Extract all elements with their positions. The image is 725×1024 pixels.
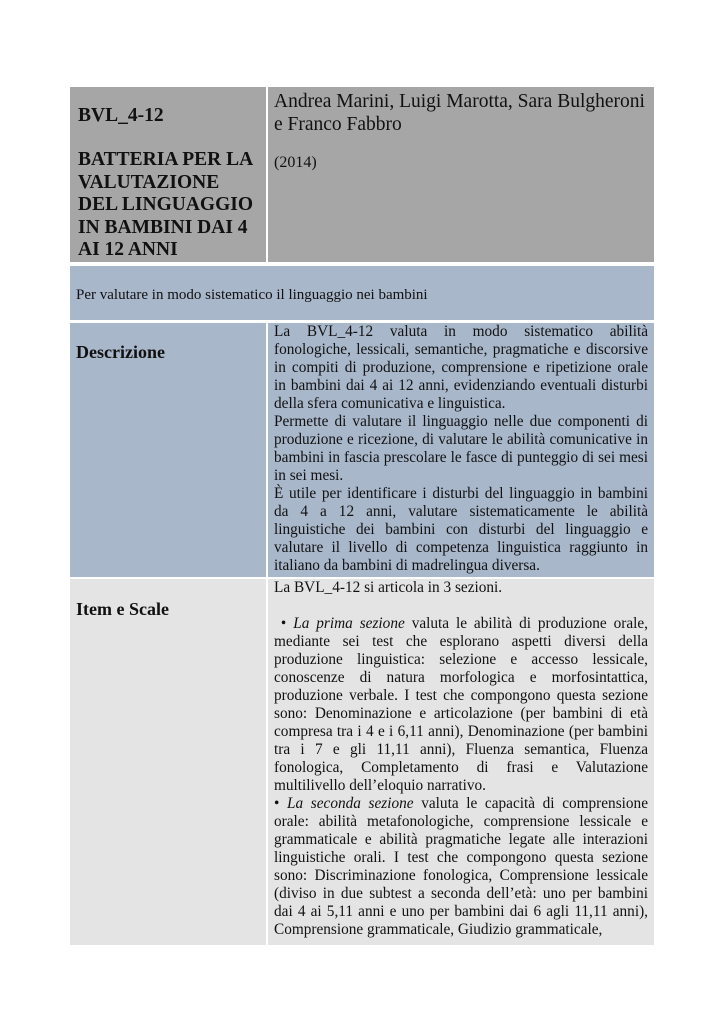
bullet-glyph: • bbox=[280, 615, 287, 632]
section-paragraph bbox=[274, 795, 648, 939]
purpose-row bbox=[70, 266, 654, 320]
header-authors-cell bbox=[268, 87, 654, 262]
section-name: La prima sezione bbox=[293, 615, 405, 632]
section-name: La seconda sezione bbox=[287, 795, 414, 812]
descrizione-paragraph: Permette di valutare il linguaggio nelle due componenti di produzione e ricezione, di valutare le abilità comunicative in bambini in fascia prescolare le fasce di punteggio di sei mesi in sei mesi. bbox=[274, 413, 648, 484]
document-code: BVL_4-12 bbox=[78, 105, 164, 126]
document-title: BATTERIA PER LA VALUTAZIONE DEL LINGUAGGIO IN BAMBINI DAI 4 AI 12 ANNI bbox=[78, 149, 253, 261]
items-intro: La BVL_4-12 si articola in 3 sezioni. bbox=[274, 579, 503, 596]
items-label-cell bbox=[70, 579, 266, 945]
header-code-cell bbox=[70, 87, 266, 262]
purpose-text: Per valutare in modo sistematico il linguaggio nei bambini bbox=[76, 287, 428, 303]
authors: Andrea Marini, Luigi Marotta, Sara Bulgheroni e Franco Fabbro bbox=[274, 91, 645, 135]
items-text-cell bbox=[268, 579, 654, 945]
descrizione-label-cell bbox=[70, 323, 266, 577]
section-text: valuta le capacità di comprensione orale: abilità metafonologiche, comprensione lessicale e grammaticale e abilità pragmatiche legate alle interazioni linguistiche orali. I test che compongono questa sezione sono: Discriminazione fonologica, Comprensione lessicale (diviso in due subtest a seconda dell’età: uno per bambini dai 4 ai 5,11 anni e uno per bambini dai 6 agli 11,11 anni), Comprensione grammaticale, Giudizio grammaticale, bbox=[274, 795, 648, 938]
descrizione-label: Descrizione bbox=[76, 342, 165, 362]
publication-year: (2014) bbox=[274, 154, 317, 171]
section-paragraph bbox=[274, 615, 648, 795]
spacer bbox=[274, 597, 648, 615]
descrizione-paragraph: La BVL_4-12 valuta in modo sistematico abilità fonologiche, lessicali, semantiche, pragmatiche e discorsive in compiti di produzione, comprensione e ripetizione orale in bambini dai 4 ai 12 anni, evidenziando eventuali disturbi della sfera comunicativa e linguistica. bbox=[274, 323, 648, 412]
section-text: valuta le abilità di produzione orale, mediante sei test che esplorano aspetti diversi della produzione linguistica: selezione e accesso lessicale, conoscenze di natura morfologica e morfosintattica, produzione verbale. I test che compongono questa sezione sono: Denominazione e articolazione (per bambini di età compresa tra i 4 e i 6,11 anni), Denominazione (per bambini tra i 7 e gli 11,11 anni), Fluenza semantica, Fluenza fonologica, Completamento di frasi e Valutazione multilivello dell’eloquio narrativo. bbox=[274, 615, 649, 794]
descrizione-paragraph: È utile per identificare i disturbi del linguaggio in bambini da 4 a 12 anni, valutare sistematicamente le abilità linguistiche dei bambini con disturbi del linguaggio e valutare il livello di competenza linguistica raggiunto in italiano da bambini di madrelingua diversa. bbox=[274, 485, 648, 574]
bullet-glyph: • bbox=[274, 795, 280, 812]
descrizione-text-cell bbox=[268, 323, 654, 577]
items-label: Item e Scale bbox=[76, 599, 169, 619]
